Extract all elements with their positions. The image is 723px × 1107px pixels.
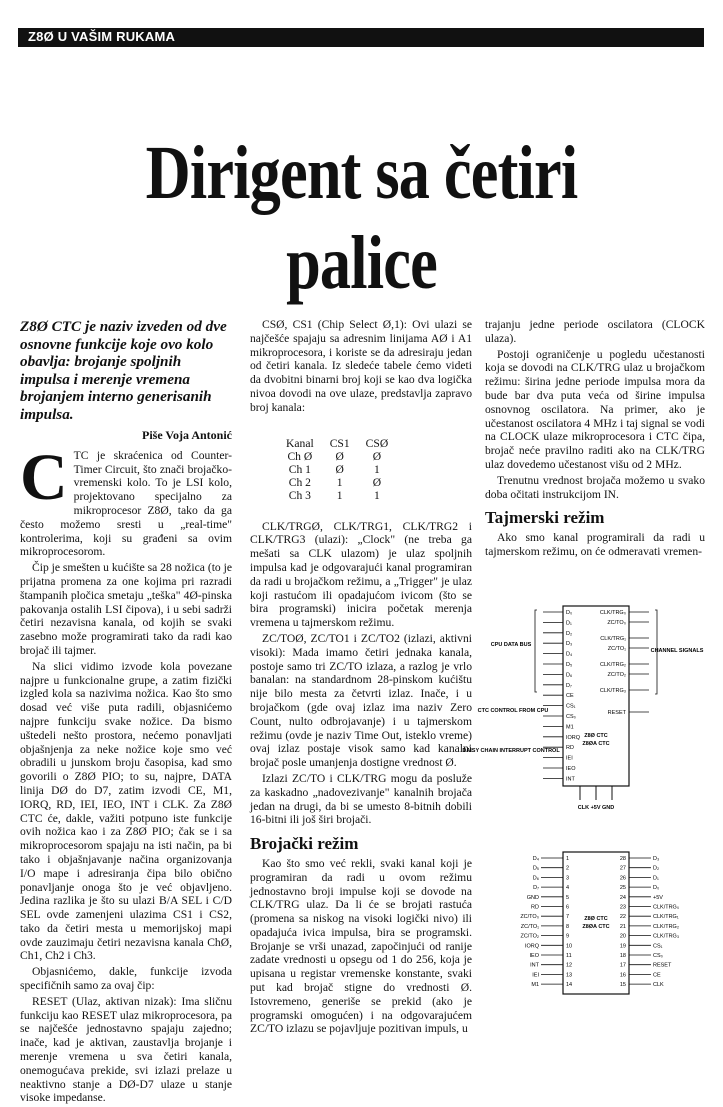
column-2 <box>250 318 472 1038</box>
pin-label: D₀ <box>566 610 573 616</box>
pin-number: 4 <box>566 885 570 892</box>
paragraph: Na slici vidimo izvode kola povezane najpre u funkcionalne grupe, a zatim fizički izgled kola sa nazivima nožica. Kao što smo dosad već više puta radili, objasnićemo najpre funkciju svake nožice. Da bismo uštedeli nešto prostora, nećemo ponavljati objašnjenja za neke nožice koje smo već obradili u junskom broju časopisa, kad smo govorili o Z8Ø PIO; to su, najpre, DATA linija DØ do D7, zatim izvodi CE, M1, IORQ, RD, IEI, IEO, INT i CLK. Za Z8Ø CTC će, dakle, važiti potpuno iste funkcije ovih nožica kao i za Z8Ø PIO; čak se i sa mikroprocesorom spajaju na isti način, pa bi tako i objašnjavanje načina organizovanja I/O mape i adresiranja čipa bilo obično ponavljanje onoga što je već objavljeno. Jedina razlika je što su ulazi B/A SEL i C/D SEL ovde zamenjeni ulazima CS1 i CS2, tako da četiri mesta u memorijskoj mapi ovde zauzimaju četiri nezavisna kanala ChØ, Ch1, Ch2 i Ch3. <box>20 659 232 963</box>
table-row <box>286 450 404 463</box>
group-brace <box>535 610 537 692</box>
pin-number: 24 <box>619 894 626 901</box>
pin-number: 18 <box>619 953 626 959</box>
pin-label: IEI <box>566 755 573 762</box>
pin-number: 3 <box>566 875 570 882</box>
paragraph: TC je skraćenica od Counter-Timer Circuit, što znači brojačko-vremenski kolo. To je LSI kolo, projektovano specijalno za mikroprocesor Z8Ø, tako da ga često možemo sresti u „real-time" kontrolerima, koji su građeni sa ovim mikroprocesorom. <box>20 448 232 559</box>
pin-label: D₃ <box>653 856 660 862</box>
pin-label: D₇ <box>566 682 572 689</box>
pin-number: 14 <box>566 982 573 989</box>
pin-label: ZC/TO₀ <box>520 914 539 921</box>
pin-label: IORQ <box>524 943 539 950</box>
pin-number: 12 <box>566 962 573 969</box>
pin-number: 10 <box>566 943 573 950</box>
pin-label: CS₁ <box>566 703 576 710</box>
table-cell: Ch 2 <box>288 475 311 489</box>
pin-label: RD <box>566 745 574 752</box>
group-label: DAISY CHAIN INTERRUPT CONTROL <box>462 748 560 754</box>
pin-number: 6 <box>566 904 570 911</box>
pin-number: 19 <box>619 943 626 950</box>
paragraph: RESET (Ulaz, aktivan nizak): Ima sličnu funkciju kao RESET ulaz mikroprocesora, pa se najčešće jednostavno spajaju zajedno; inače, kad je aktivan, zaustavlja brojanje i merenje vremena u sva četiri kanala, onemogućava prekide, svi izlazi prelaze u neaktivno stanje a DØ-D7 ulaze u stanje visoke impedanse. <box>20 994 232 1105</box>
pin-number: 28 <box>619 856 626 862</box>
pin-label: D₂ <box>653 865 660 872</box>
table-row <box>286 489 404 502</box>
table-cell: 1 <box>336 475 343 489</box>
power-pins-label: CLK +5V GND <box>577 805 615 811</box>
chip-label: Z8ØA CTC <box>582 741 610 747</box>
pin-label: RESET <box>653 962 672 969</box>
pin-number: 15 <box>619 982 626 989</box>
paragraph: Kao što smo već rekli, svaki kanal koji je programiran da radi u ovom režimu jednostavno broji impulse koji se dovode na CLK/TRG ulaz. Da li će se brojati rastuća (promena sa niskog na visoki logički nivo) ili opadajuća ivica impulsa, bira se programski. Brojanje se vrši unazad, započinjući od ranije zadate vrednosti u opsegu od 1 do 256, koja je upisana u registar vremenske konstante, svaki put kad brojač stigne do vrednosti Ø. Istovremeno, generiše se prekid (ako je programski omogućen) i na odgovarajućem ZC/TO izlazu se pojavljuje pozitivan impuls, u <box>250 856 472 1036</box>
pin-number: 8 <box>566 923 570 930</box>
table-cell: Ø <box>335 462 344 476</box>
table-header: CS1 <box>329 436 350 450</box>
pin-label: ZC/TO₁ <box>520 923 539 930</box>
group-label: CTC CONTROL FROM CPU <box>477 708 549 714</box>
pin-number: 20 <box>619 933 626 940</box>
pin-number: 13 <box>566 972 573 979</box>
group-label: CHANNEL SIGNALS <box>650 648 704 654</box>
pin-label: CS₁ <box>653 943 663 950</box>
pin-label: IEO <box>566 766 576 772</box>
pin-number: 7 <box>566 914 570 921</box>
pin-label: GND <box>526 894 539 901</box>
pin-label: RESET <box>607 710 626 716</box>
pin-label: CE <box>566 693 574 700</box>
article-title: Dirigent sa četiri palice <box>145 131 578 305</box>
pin-label: D₇ <box>533 885 539 892</box>
chip-label: Z8ØA CTC <box>582 924 610 930</box>
table-cell: 1 <box>374 488 380 502</box>
pin-number: 16 <box>619 972 626 979</box>
drop-cap: C <box>20 440 68 514</box>
pin-label: CLK/TRG₁ <box>600 636 626 642</box>
table-cell: Ø <box>335 449 344 463</box>
group-label: CPU DATA BUS <box>490 642 532 648</box>
pin-label: CLK/TRG₁ <box>653 914 679 921</box>
pin-label: CLK/TRG₂ <box>600 662 626 668</box>
paragraph: CLK/TRGØ, CLK/TRG1, CLK/TRG2 i CLK/TRG3 (ulazi): „Clock" (ne treba ga mešati sa CLK ulazom) je ulaz spoljnih impulsa kad je odgovarajući kanal programiran da radi u brojačkom režimu, a „Trigger" je ulaz koji rastućom ili opadajućom ivicom (što se bira programski) inicira početak merenja vremena u tajmerskom režimu. <box>250 519 472 630</box>
author-byline: Piše Voja Antonić <box>141 428 232 442</box>
pin-number: 26 <box>619 875 626 882</box>
pin-label: D₄ <box>532 856 539 862</box>
paragraph: Čip je smešten u kućište sa 28 nožica (to je prijatna promena za one kojima pri razradi štampanih pločica smetaju „teška" 4Ø-pinska pakovanja ostalih LSI čipova), i u sebi sadrži četiri nezavisna kanala, od kojih se svaki zasebno može programirati tako da radi kao brojač ili tajmer. <box>20 561 232 657</box>
pin-label: D₆ <box>566 672 573 679</box>
pin-label: D₁ <box>653 875 659 882</box>
subheading: Tajmerski režim <box>485 508 605 528</box>
pin-label: CLK <box>653 982 664 989</box>
paragraph: CSØ, CS1 (Chip Select Ø,1): Ovi ulazi se najčešće spajaju sa adresnim linijama AØ i A1 mikroprocesora, i koriste se da adresiraju jedan od četiri kanala. Iz sledeće tabele ćemo videti da dvobitni binarni broj koji se kao dva logička nivoa dovodi na ove ulaze, predstavlja zapravo broj kanala: <box>250 318 472 414</box>
pin-label: D₄ <box>566 651 573 658</box>
pin-number: 22 <box>619 914 626 921</box>
column-1 <box>20 318 232 1107</box>
pin-label: D₃ <box>566 641 573 648</box>
pin-number: 17 <box>619 962 626 969</box>
paragraph: Izlazi ZC/TO i CLK/TRG mogu da posluže za kaskadno „nadovezivanje" kanalnih brojača jedan na drugi, da bi se umesto 8-bitnih dobili 16-bitni ili još širi brojači. <box>250 771 472 827</box>
pin-number: 9 <box>566 933 570 940</box>
pin-number: 21 <box>619 923 626 930</box>
table-cell: Ch 3 <box>288 488 311 502</box>
pin-label: M1 <box>566 724 574 731</box>
column-3 <box>485 318 705 561</box>
pin-label: ZC/TO₀ <box>607 620 626 626</box>
pin-label: CLK/TRG₀ <box>599 610 626 616</box>
pin-label: ZC/TO₂ <box>607 672 626 678</box>
table-header: Kanal <box>286 436 314 450</box>
pin-number: 5 <box>566 894 570 901</box>
pin-number: 25 <box>619 885 626 892</box>
pin-label: IORQ <box>566 734 581 741</box>
pin-label: CS₀ <box>566 714 576 720</box>
table-cell: Ø <box>372 475 382 489</box>
pin-label: M1 <box>531 982 539 989</box>
pin-number: 27 <box>619 865 626 872</box>
pin-label: INT <box>530 962 539 969</box>
section-header: Z8Ø U VAŠIM RUKAMA <box>28 29 176 44</box>
physical-pinout-diagram <box>485 848 705 998</box>
pin-label: D₆ <box>532 875 539 882</box>
chip-label: Z8Ø CTC <box>584 916 608 922</box>
pin-label: ZC/TO₂ <box>520 933 539 940</box>
functional-pinout-diagram <box>462 600 705 818</box>
pin-label: D₂ <box>566 630 573 637</box>
paragraph: Objasnićemo, dakle, funkcije izvoda specifičnih samo za ovaj čip: <box>20 965 232 993</box>
pin-label: D₀ <box>653 885 660 892</box>
pin-label: CLK/TRG₂ <box>653 923 679 930</box>
pin-number: 1 <box>566 856 570 862</box>
table-row <box>286 463 404 476</box>
channel-select-table <box>286 437 404 502</box>
paragraph: Postoji ograničenje u pogledu učestanosti koja se dovodi na CLK/TRG ulaz u brojačkom režimu: širina jedne periode impulsa mora da bude bar dva puta veća od širine impulsa osnovnog oscilatora. Na primer, ako je učestanost oscilatora 4 MHz i taj signal se vodi na CLOCK ulaze mikroprocesora i CTC čipa, brojač neće pravilno raditi ako na CLK/TRG ulaz dovedemo učestanost višu od 2 MHz. <box>485 347 705 471</box>
pin-label: D₁ <box>566 620 572 627</box>
pin-label: D₅ <box>532 865 539 872</box>
table-header: CSØ <box>365 436 389 450</box>
pin-label: CLK/TRG₃ <box>599 688 626 694</box>
pin-label: CS₀ <box>653 953 663 959</box>
paragraph: Trenutnu vrednost brojača možemo u svako doba očitati instrukcijom IN. <box>485 473 705 501</box>
pin-label: ZC/TO₁ <box>607 646 626 652</box>
pin-label: +5V <box>653 894 663 901</box>
subheading: Brojački režim <box>250 834 359 854</box>
pin-number: 23 <box>619 904 626 911</box>
table-cell: Ch Ø <box>287 449 313 463</box>
pin-label: INT <box>566 776 575 783</box>
table-cell: Ch 1 <box>288 462 311 476</box>
pin-label: CLK/TRG₀ <box>653 904 680 911</box>
pin-number: 2 <box>566 865 570 872</box>
chip-label: Z8Ø CTC <box>584 733 608 739</box>
pin-label: RD <box>531 904 539 911</box>
section-header-bar <box>18 28 704 47</box>
article-lead: Z8Ø CTC je naziv izveden od dve osnovne funkcije koje ovo kolo obavlja: brojanje spoljnih impulsa i merenje vremena brojanjem interno generisanih impulsa. <box>20 318 227 423</box>
paragraph: trajanju jedne periode oscilatora (CLOCK ulaza). <box>485 318 705 345</box>
pin-number: 11 <box>566 953 572 959</box>
pin-label: IEO <box>529 953 539 959</box>
table-cell: 1 <box>374 462 380 476</box>
pin-label: IEI <box>532 972 539 979</box>
paragraph: Ako smo kanal programirali da radi u tajmerskom režimu, on će odmeravati vremen- <box>485 531 705 558</box>
pin-label: D₅ <box>566 662 573 668</box>
table-cell: Ø <box>372 449 382 463</box>
table-cell: 1 <box>336 488 343 502</box>
pin-label: CLK/TRG₃ <box>653 933 680 940</box>
table-row <box>286 476 404 489</box>
paragraph: ZC/TOØ, ZC/TO1 i ZC/TO2 (izlazi, aktivni visoki): Mada imamo četiri jednaka kanala, postoje samo tri ZC/TO izlaza, a razlog je vrlo banalan: na standardnom 28-pinskom kućištu nije bilo mesta za četvrti izlaz. Inače, i u brojačkom (gde ovaj izlaz ima naziv Zero Count, nulto odbrojavanje) i u tajmerskom režimu (ovde je naziv Time Out, isteklo vreme) ovaj izlaz postaje visok samo kad kanalni brojač posle umanjenja dostigne vrednost Ø. <box>250 631 472 770</box>
pin-label: CE <box>653 972 661 979</box>
